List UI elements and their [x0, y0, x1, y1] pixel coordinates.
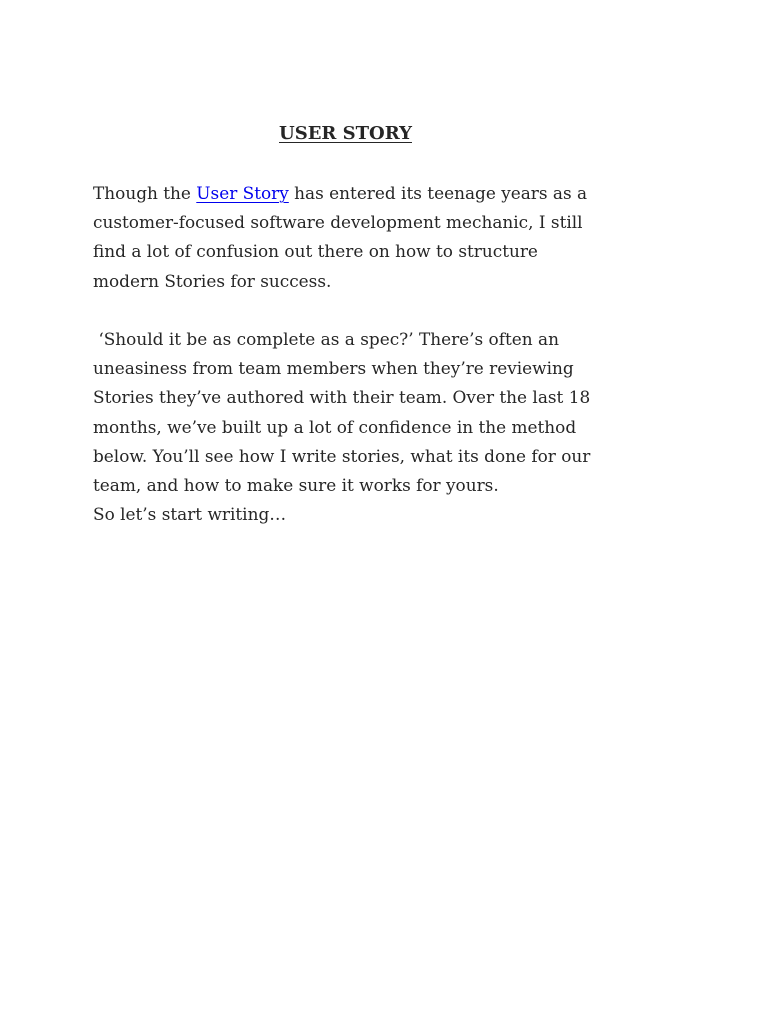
paragraph-line: months, we’ve built up a lot of confidence in the method — [93, 416, 577, 437]
user-story-link[interactable]: User Story — [196, 183, 289, 203]
line-text: Though the — [93, 183, 197, 203]
paragraph-line — [93, 179, 693, 208]
paragraph-line: below. You’ll see how I write stories, what its done for our — [93, 445, 591, 466]
paragraph-line: modern Stories for success. — [93, 270, 332, 291]
paragraph-line: ‘Should it be as complete as a spec?’ There’s often an — [93, 329, 559, 349]
line-text: has entered its teenage years as a — [288, 183, 588, 203]
second-paragraph — [93, 325, 693, 529]
intro-paragraph — [93, 179, 693, 296]
paragraph-line: uneasiness from team members when they’re reviewing — [93, 358, 574, 379]
closing-line: So let’s start writing… — [93, 504, 287, 525]
paragraph-line: find a lot of confusion out there on how to structure — [93, 241, 538, 262]
paragraph-line: customer-focused software development mechanic, I still — [93, 212, 583, 233]
paragraph-line: team, and how to make sure it works for yours. — [93, 474, 499, 495]
document-title: USER STORY — [279, 123, 412, 144]
paragraph-line: Stories they’ve authored with their team. Over the last 18 — [93, 387, 591, 408]
